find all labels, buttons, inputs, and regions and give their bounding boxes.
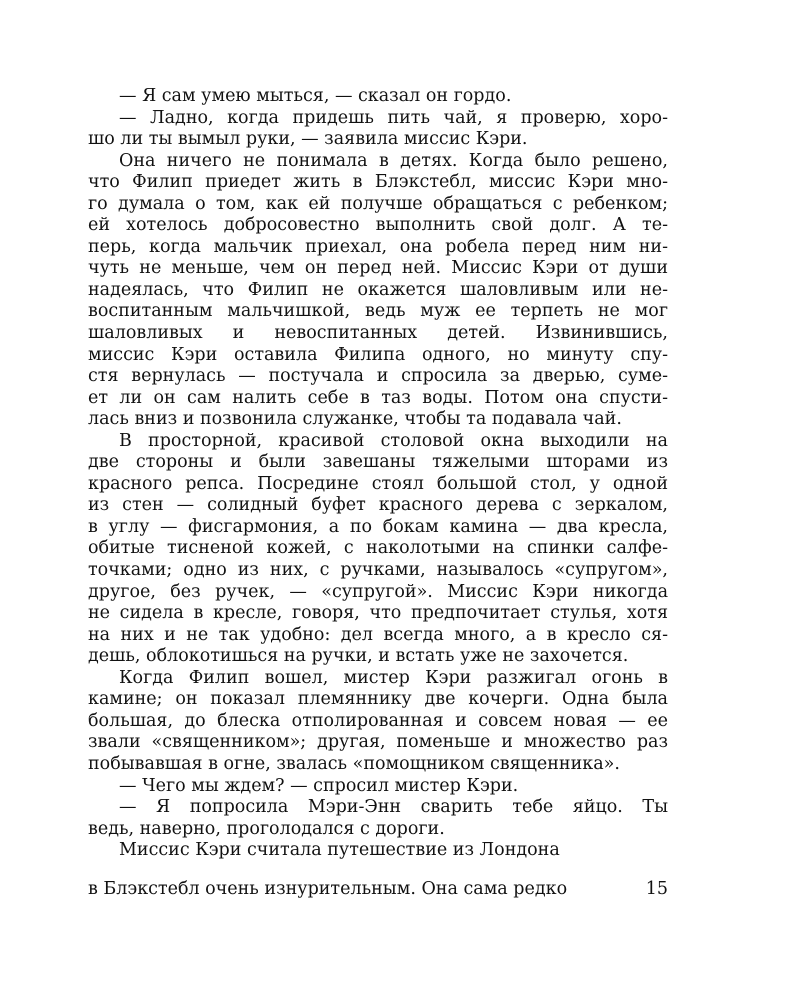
text-line: воспитанным мальчишкой, ведь муж ее терпеть не мог bbox=[88, 301, 668, 322]
text-line: Миссис Кэри считала путешествие из Лондона bbox=[119, 840, 560, 861]
book-page-text bbox=[88, 86, 668, 862]
text-line: шо ли ты вымыл руки, — заявила миссис Кэри. bbox=[88, 129, 528, 150]
text-line: из стен — солидный буфет красного дерева с зеркалом, bbox=[88, 495, 668, 516]
text-line: на них и не так удобно: дел всегда много, а в кресло ся- bbox=[88, 624, 668, 645]
text-line: красного репса. Посредине стоял большой стол, у одной bbox=[88, 473, 668, 494]
text-line: ей хотелось добросовестно выполнить свой долг. А те- bbox=[88, 215, 668, 236]
text-line: — Ладно, когда придешь пить чай, я проверю, хоро- bbox=[119, 107, 668, 128]
text-line: ет ли он сам налить себе в таз воды. Потом она спусти- bbox=[88, 387, 668, 408]
text-line: не сидела в кресле, говоря, что предпочитает стулья, хотя bbox=[88, 603, 668, 624]
text-line: дешь, облокотишься на ручки, и встать уже не захочется. bbox=[88, 646, 629, 667]
text-line: — Чего мы ждем? — спросил мистер Кэри. bbox=[119, 775, 519, 796]
text-line: звали «священником»; другая, поменьше и множество раз bbox=[88, 732, 668, 753]
text-line: Когда Филип вошел, мистер Кэри разжигал огонь в bbox=[119, 667, 668, 688]
text-line: обитые тисненой кожей, с наколотыми на спинки салфе- bbox=[88, 538, 668, 559]
text-line: лась вниз и позвонила служанке, чтобы та подавала чай. bbox=[88, 409, 622, 430]
text-line: стя вернулась — постучала и спросила за дверью, суме- bbox=[88, 366, 668, 387]
text-line: миссис Кэри оставила Филипа одного, но минуту спу- bbox=[88, 344, 668, 365]
text-line: камине; он показал племяннику две кочерги. Одна была bbox=[88, 689, 668, 710]
text-line: что Филип приедет жить в Блэкстебл, миссис Кэри мно- bbox=[88, 172, 668, 193]
text-line: другое, без ручек, — «супругой». Миссис Кэри никогда bbox=[88, 581, 668, 602]
text-line: надеялась, что Филип не окажется шаловливым или не- bbox=[88, 279, 668, 300]
text-line: — Я сам умею мыться, — сказал он гордо. bbox=[119, 86, 512, 106]
final-text-line: в Блэкстебл очень изнурительным. Она сама редко bbox=[88, 879, 568, 899]
text-line: Она ничего не понимала в детях. Когда было решено, bbox=[119, 150, 668, 171]
text-line: В просторной, красивой столовой окна выходили на bbox=[119, 430, 668, 451]
text-line: чуть не меньше, чем он перед ней. Миссис Кэри от души bbox=[88, 258, 668, 279]
text-line: — Я попросила Мэри-Энн сварить тебе яйцо. Ты bbox=[119, 797, 668, 818]
text-line: го думала о том, как ей получше обращаться с ребенком; bbox=[88, 193, 668, 214]
text-line: ведь, наверно, проголодался с дороги. bbox=[88, 818, 445, 839]
page-number: 15 bbox=[645, 879, 668, 899]
text-line: побывавшая в огне, звалась «помощником священника». bbox=[88, 753, 620, 774]
text-line: перь, когда мальчик приехал, она робела перед ним ни- bbox=[88, 236, 668, 257]
text-line: большая, до блеска отполированная и совсем новая — ее bbox=[88, 710, 668, 731]
text-line: точками; одно из них, с ручками, называлось «супругом», bbox=[88, 560, 668, 581]
text-line: шаловливых и невоспитанных детей. Извинившись, bbox=[88, 323, 668, 344]
text-line: в углу — фисгармония, а по бокам камина — два кресла, bbox=[88, 516, 668, 537]
text-line: две стороны и были завешаны тяжелыми шторами из bbox=[88, 452, 668, 473]
